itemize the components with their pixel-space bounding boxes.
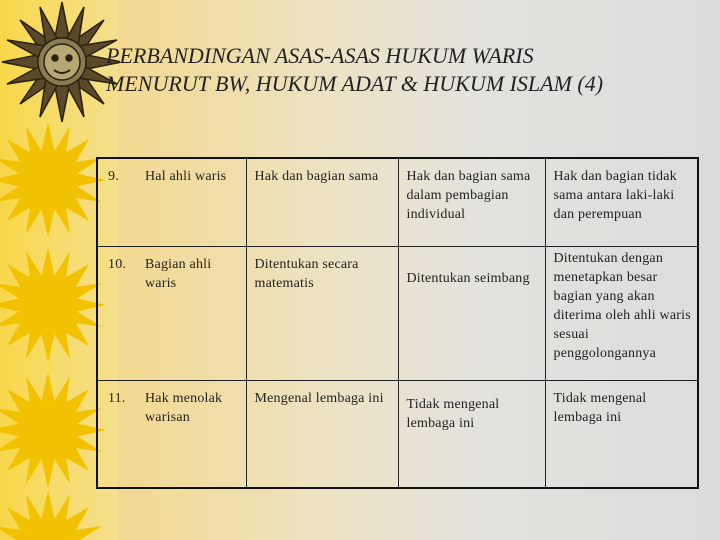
table-row [97,380,698,488]
cell-islam: Ditentukan dengan menetapkan besar bagian yang akan diterima oleh ahli waris sesuai penggolongannya [545,246,698,380]
table-row [97,246,698,380]
row-aspect: Bagian ahli waris [137,246,246,380]
row-number: 11. [97,380,137,488]
cell-bw: Hak dan bagian sama [246,158,398,246]
cell-adat: Hak dan bagian sama dalam pembagian individual [398,158,545,246]
comparison-table [96,157,699,489]
row-number: 9. [97,158,137,246]
cell-bw: Ditentukan secara matematis [246,246,398,380]
table-row [97,158,698,246]
slide-title: PERBANDINGAN ASAS-ASAS HUKUM WARIS MENURUT BW, HUKUM ADAT & HUKUM ISLAM (4) [106,43,604,96]
cell-islam: Hak dan bagian tidak sama antara laki-laki dan perempuan [545,158,698,246]
cell-adat: Tidak mengenal lembaga ini [398,380,545,488]
cell-adat: Ditentukan seimbang [398,246,545,380]
row-aspect: Hal ahli waris [137,158,246,246]
cell-bw: Mengenal lembaga ini [246,380,398,488]
sun-icon-dark [0,0,120,124]
row-aspect: Hak menolak warisan [137,380,246,488]
cell-islam: Tidak mengenal lembaga ini [545,380,698,488]
sun-icon [0,490,118,540]
row-number: 10. [97,246,137,380]
